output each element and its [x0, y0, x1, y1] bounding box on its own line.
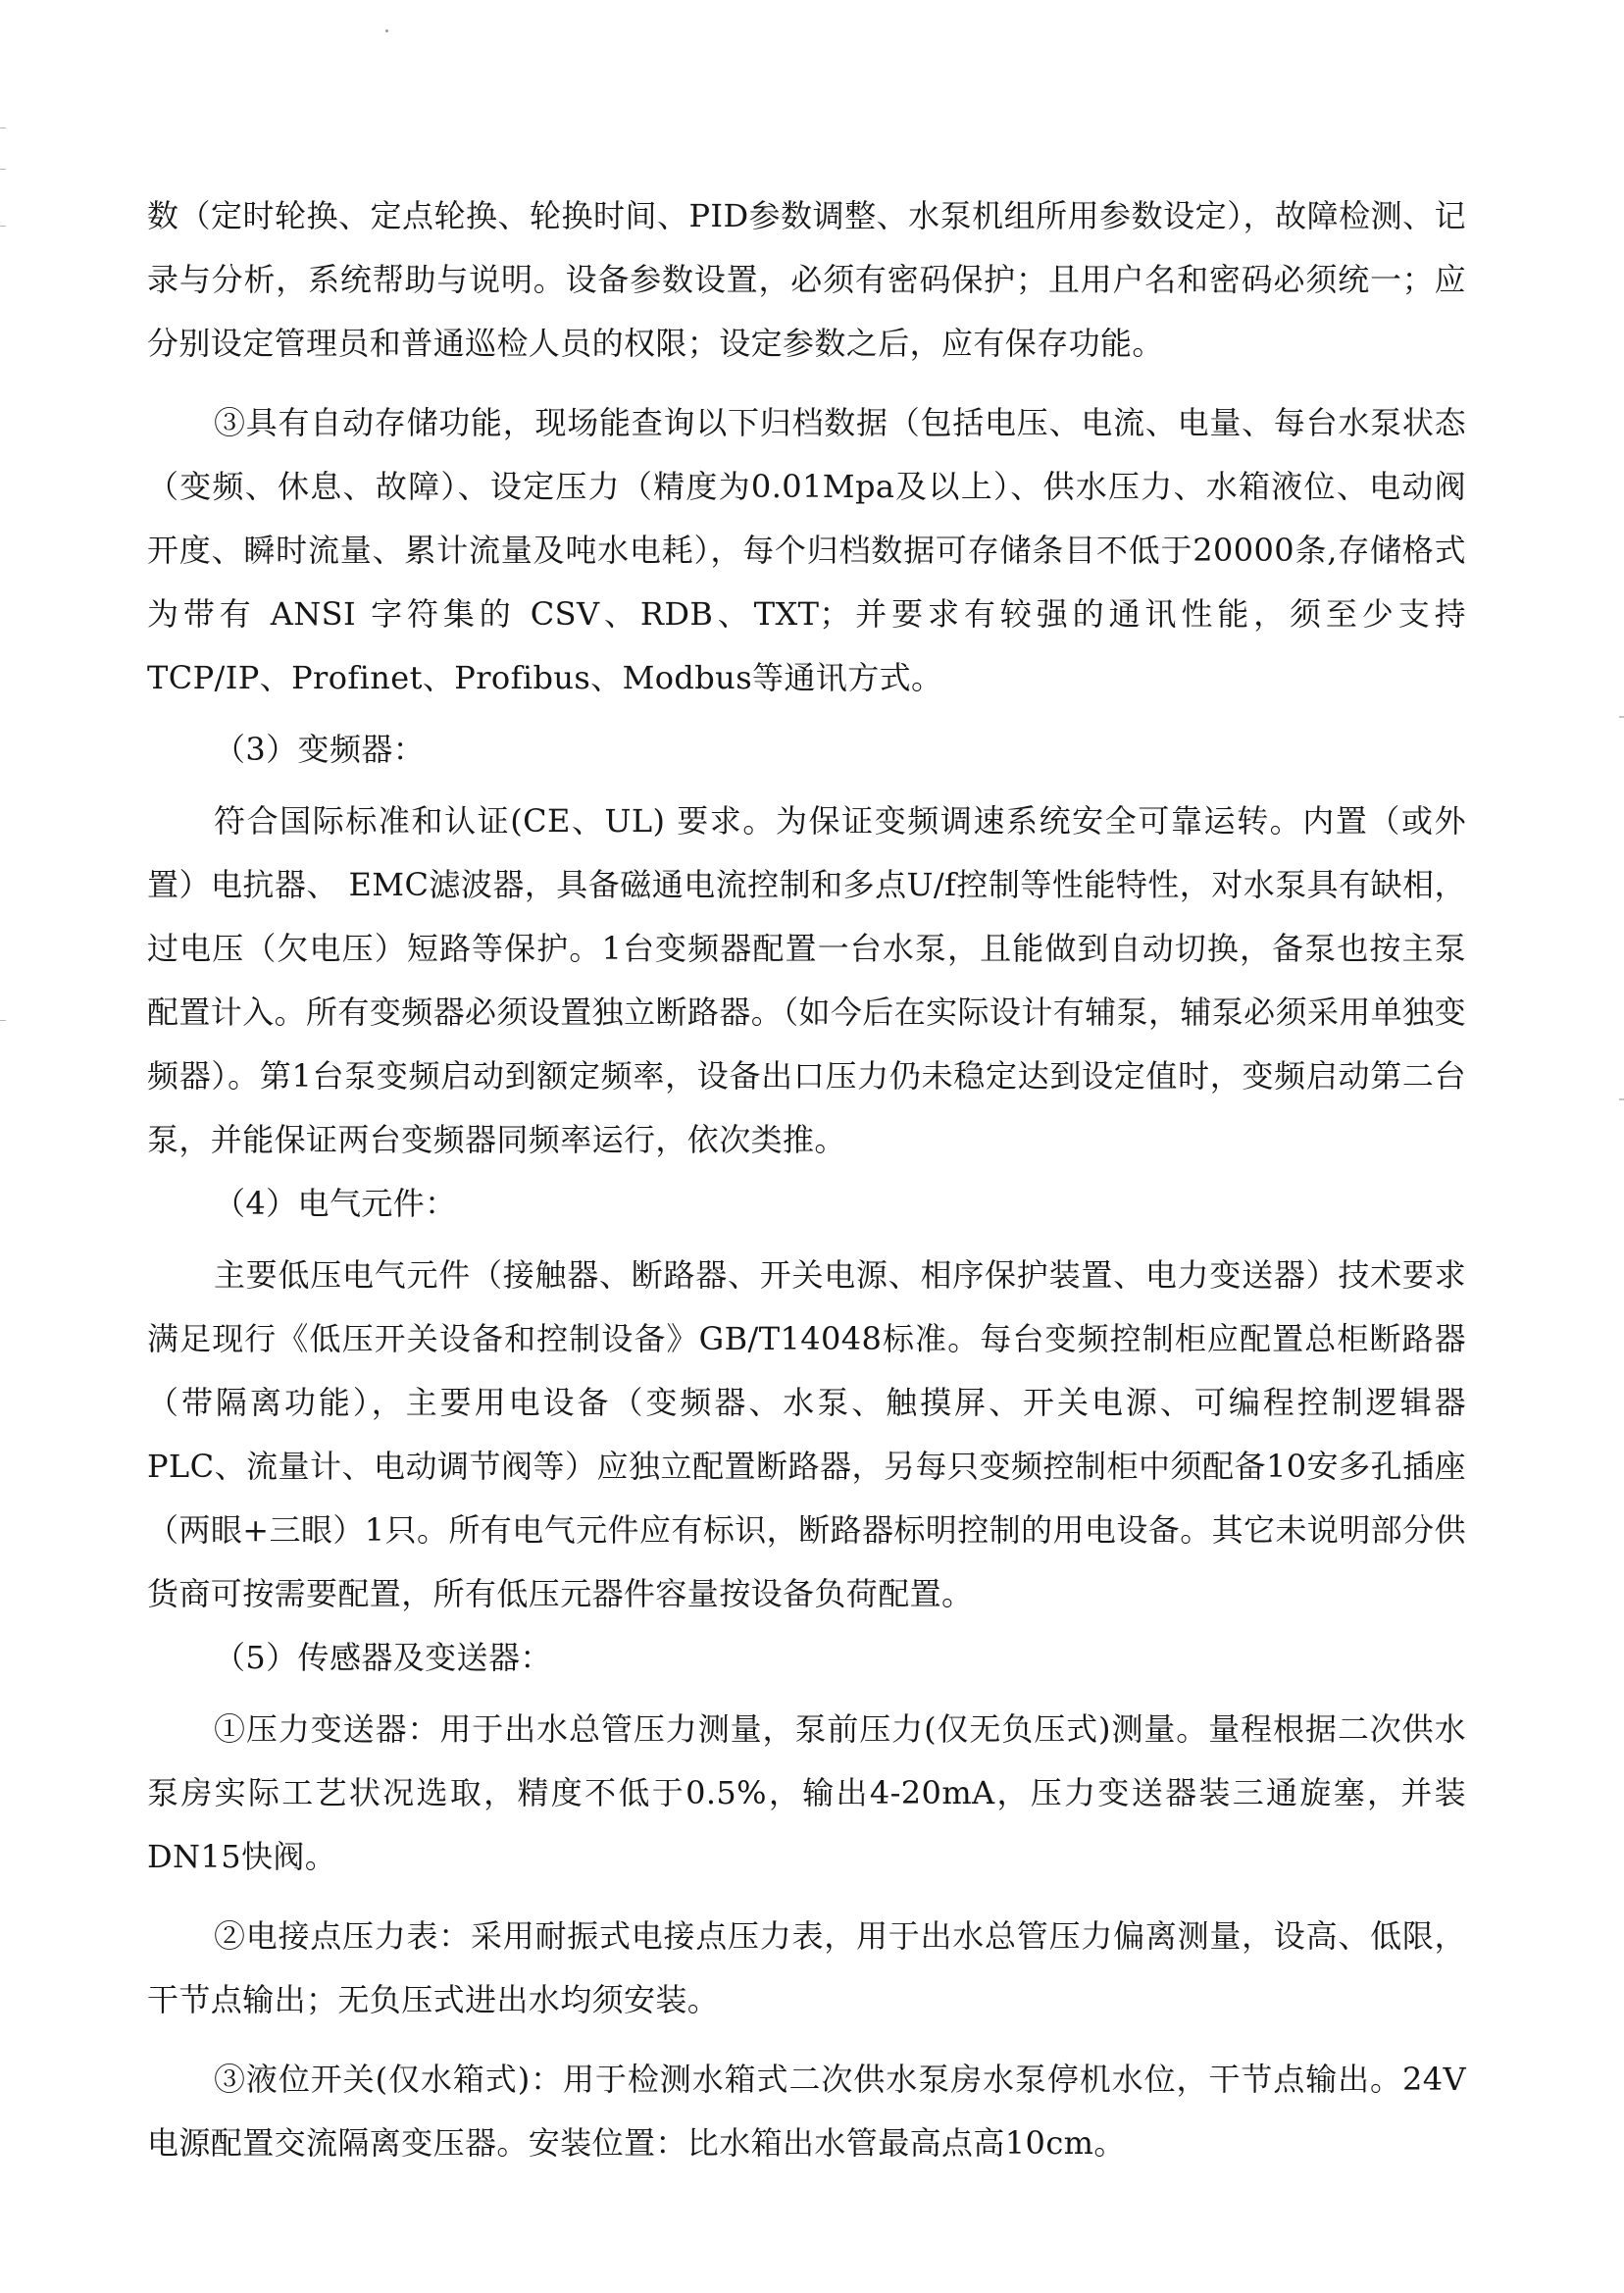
document-body	[147, 184, 1466, 2175]
scan-edge-mark	[0, 1020, 6, 1021]
scan-edge-mark	[1619, 716, 1624, 718]
paragraph-continued-parameters: 数（定时轮换、定点轮换、轮换时间、PID参数调整、水泵机组所用参数设定），故障检测、记录与分析，系统帮助与说明。设备参数设置，必须有密码保护；且用户名和密码必须统一；应分别设定管理员和普通巡检人员的权限；设定参数之后，应有保存功能。	[147, 197, 1466, 362]
section-heading-sensors: （5）传感器及变送器：	[214, 1639, 552, 1676]
scan-edge-mark	[0, 127, 6, 128]
scan-edge-mark	[0, 226, 6, 227]
paragraph-pressure-transmitter: ①压力变送器：用于出水总管压力测量，泵前压力(仅无负压式)测量。量程根据二次供水泵房实际工艺状况选取，精度不低于0.5%，输出4-20mA，压力变送器装三通旋塞，并装DN15快阀。	[147, 1710, 1466, 1875]
scan-edge-mark	[0, 169, 6, 170]
scan-edge-mark	[1619, 1098, 1624, 1100]
paragraph-electrical-components: 主要低压电气元件（接触器、断路器、开关电源、相序保护装置、电力变送器）技术要求满足现行《低压开关设备和控制设备》GB/T14048标准。每台变频控制柜应配置总柜断路器（带隔离功能），主要用电设备（变频器、水泵、触摸屏、开关电源、可编程控制逻辑器PLC、流量计、电动调节阀等）应独立配置断路器，另每只变频控制柜中须配备10安多孔插座（两眼+三眼）1只。所有电气元件应有标识，断路器标明控制的用电设备。其它未说明部分供货商可按需要配置，所有低压元器件容量按设备负荷配置。	[147, 1256, 1466, 1612]
section-heading-inverter: （3）变频器：	[214, 731, 426, 768]
section-heading-electrical-components: （4）电气元件：	[214, 1185, 457, 1222]
paragraph-storage-function: ③具有自动存储功能，现场能查询以下归档数据（包括电压、电流、电量、每台水泵状态（变频、休息、故障）、设定压力（精度为0.01Mpa及以上）、供水压力、水箱液位、电动阀开度、瞬时流量、累计流量及吨水电耗），每个归档数据可存储条目不低于20000条,存储格式为带有 ANSI 字符集的 CSV、RDB、TXT；并要求有较强的通讯性能，须至少支持TCP/IP、Profinet、Profibus、Modbus等通讯方式。	[147, 404, 1466, 696]
paragraph-level-switch: ③液位开关(仅水箱式)：用于检测水箱式二次供水泵房水泵停机水位，干节点输出。24V电源配置交流隔离变压器。安装位置：比水箱出水管最高点高10cm。	[147, 2061, 1466, 2162]
scan-speck	[385, 29, 388, 32]
paragraph-contact-pressure-gauge: ②电接点压力表：采用耐振式电接点压力表，用于出水总管压力偏离测量，设高、低限，干节点输出；无负压式进出水均须安装。	[147, 1917, 1466, 2018]
paragraph-inverter: 符合国际标准和认证(CE、UL) 要求。为保证变频调速系统安全可靠运转。内置（或外置）电抗器、 EMC滤波器，具备磁通电流控制和多点U/f控制等性能特性，对水泵具有缺相，过电压（欠电压）短路等保护。1台变频器配置一台水泵，且能做到自动切换，备泵也按主泵配置计入。所有变频器必须设置独立断路器。（如今后在实际设计有辅泵，辅泵必须采用单独变频器）。第1台泵变频启动到额定频率，设备出口压力仍未稳定达到设定值时，变频启动第二台泵，并能保证两台变频器同频率运行，依次类推。	[147, 802, 1466, 1158]
